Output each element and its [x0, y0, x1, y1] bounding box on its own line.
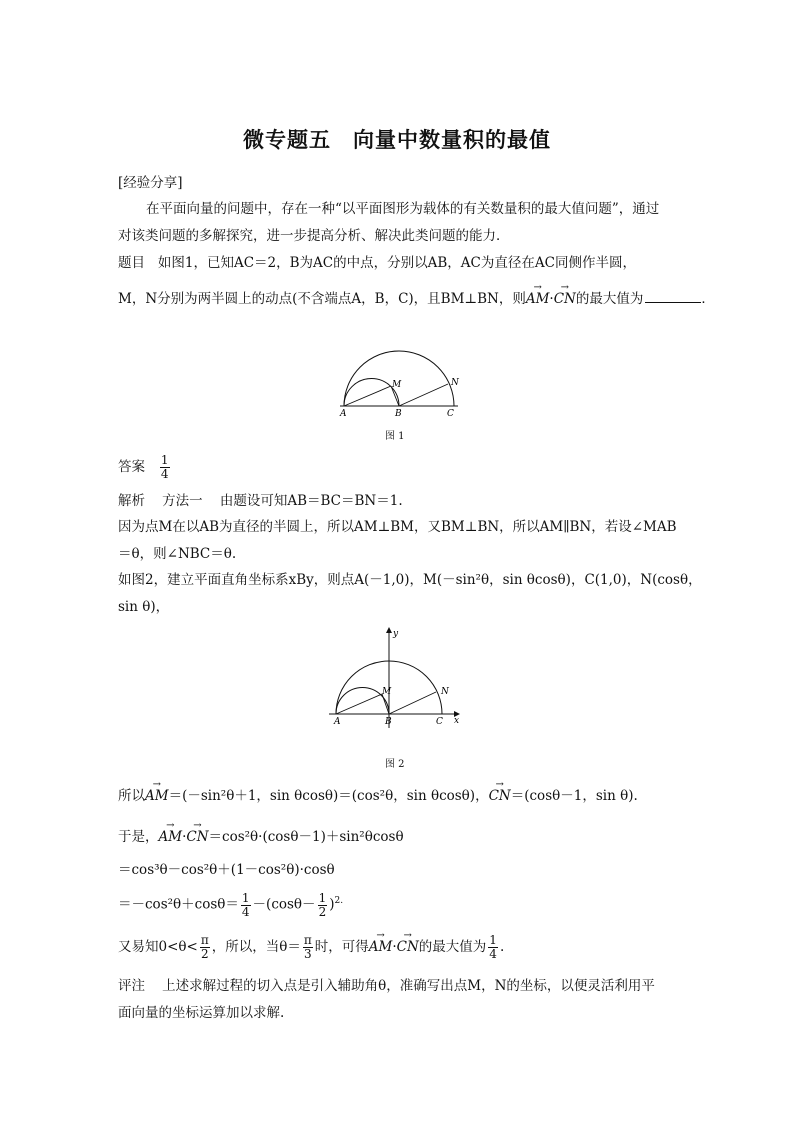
derivation-step-3 [118, 886, 343, 920]
label-y: y [393, 629, 399, 639]
range-c: 时，可得 [314, 939, 369, 955]
problem-text-2b: 的最大值为 [575, 291, 644, 307]
fraction-one-half [318, 892, 328, 919]
answer-den: 4 [160, 467, 169, 481]
vector-am: → AM [369, 932, 393, 962]
step3-c: (cosθ－ [266, 896, 316, 913]
range-d: 的最大值为 [418, 939, 487, 955]
dot-operator: · [392, 939, 397, 955]
label-x: x [454, 716, 460, 726]
vector-cn: → CN [554, 289, 576, 309]
answer-blank [645, 288, 701, 303]
vector-cn: → CN [397, 932, 419, 962]
solution-text-1: 由题设可知AB＝BC＝BN＝1. [219, 493, 403, 509]
so-prefix: 所以 [118, 788, 145, 804]
problem-text-2a: M，N分别为两半圆上的动点(不含端点A，B，C)，且BM⊥BN，则 [118, 291, 526, 307]
comment-label: 评注 [118, 978, 145, 994]
dot-product-line [118, 827, 404, 847]
segment-bm [382, 694, 389, 714]
step3-d: ) [329, 896, 335, 913]
step3-exponent: 2. [334, 896, 344, 906]
figure-1-caption: 图 1 [385, 431, 405, 442]
step3-b: － [252, 896, 267, 913]
vector-expressions-line [118, 786, 638, 806]
frac-num: 1 [489, 933, 497, 947]
answer-line [118, 452, 172, 482]
solution-line-1 [118, 491, 403, 511]
dot-operator: · [549, 291, 554, 307]
label-c: C [447, 409, 454, 419]
section-label: [经验分享] [118, 175, 183, 191]
figure-2 [325, 624, 465, 728]
page-title: 微专题五 向量中数量积的最值 [243, 128, 551, 152]
frac-den: 4 [241, 904, 250, 919]
comment-text-1: 上述求解过程的切入点是引入辅助角θ，准确写出点M，N的坐标，以便灵活利用平 [162, 978, 655, 994]
range-b: ，所以，当θ＝ [211, 939, 301, 955]
frac-num: 1 [318, 890, 327, 905]
vector-am: → AM [526, 289, 550, 309]
vector-am: → AM [145, 786, 169, 806]
label-n: N [451, 378, 459, 388]
segment-am [336, 694, 382, 714]
problem-line-1 [118, 253, 636, 273]
range-line [118, 932, 504, 962]
frac-den: 2 [318, 904, 327, 919]
range-a: 又易知0<θ< [118, 939, 198, 955]
solution-line-3: ＝θ，则∠NBC＝θ. [118, 546, 237, 562]
segment-bn [399, 384, 448, 406]
frac-num: π [303, 933, 312, 947]
derivation-step-2: ＝cos³θ－cos²θ＋(1－cos²θ)·cosθ [118, 862, 335, 878]
segment-bn [389, 692, 436, 714]
dot-expression: ＝cos²θ·(cosθ－1)＋sin²θcosθ [208, 829, 404, 845]
frac-den: 4 [489, 947, 497, 961]
label-m: M [392, 380, 402, 390]
fraction-result [488, 934, 498, 961]
answer-fraction [160, 454, 170, 481]
label-c: C [436, 717, 443, 727]
solution-method: 方法一 [162, 493, 203, 509]
vector-am: → AM [159, 827, 183, 847]
figure-1 [335, 350, 465, 422]
label-a: A [340, 409, 347, 419]
frac-den: 2 [200, 947, 209, 961]
am-expression: ＝(－sin²θ＋1，sin θcosθ)＝(cos²θ，sin θcosθ)， [168, 788, 489, 804]
frac-den: 3 [304, 947, 312, 961]
intro-line-2: 对该类问题的多解探究，进一步提高分析、解决此类问题的能力． [118, 228, 510, 244]
problem-text-end: ． [701, 291, 715, 307]
frac-num: π [200, 933, 209, 947]
range-end: . [499, 939, 505, 955]
vector-cn: → CN [489, 786, 511, 806]
comment-line-2: 面向量的坐标运算加以求解. [118, 1005, 285, 1021]
label-m: M [382, 687, 392, 697]
fraction-one-fourth [241, 892, 251, 919]
dot-operator: · [182, 829, 187, 845]
vector-cn: → CN [186, 827, 208, 847]
problem-line-2 [118, 288, 715, 309]
step3-a: ＝－cos²θ＋cosθ＝ [118, 896, 239, 913]
large-semicircle [344, 351, 454, 406]
frac-num: 1 [241, 890, 250, 905]
answer-num: 1 [160, 453, 169, 467]
fraction-pi-3 [303, 934, 313, 961]
cn-expression: ＝(cosθ－1，sin θ). [510, 788, 638, 804]
problem-text-1: 如图1，已知AC＝2，B为AC的中点，分别以AB，AC为直径在AC同侧作半圆， [157, 255, 636, 271]
small-semicircle [344, 379, 399, 407]
solution-line-2: 因为点M在以AB为直径的半圆上，所以AM⊥BM，又BM⊥BN，所以AM∥BN，若设∠MAB [118, 519, 677, 535]
fraction-pi-2 [200, 934, 210, 961]
label-n: N [441, 687, 449, 697]
label-b: B [395, 409, 402, 419]
solution-line-4: 如图2，建立平面直角坐标系xBy，则点A(－1,0)，M(－sin²θ，sin θcosθ)，C(1,0)，N(cosθ， [118, 572, 702, 588]
problem-label: 题目 [118, 255, 145, 271]
thus-prefix: 于是， [118, 829, 159, 845]
segment-am [344, 386, 391, 406]
solution-label: 解析 [118, 493, 145, 509]
figure-2-caption: 图 2 [385, 759, 405, 770]
label-b: B [385, 717, 392, 727]
label-a: A [334, 717, 341, 727]
intro-line-1: 在平面向量的问题中，存在一种“以平面图形为载体的有关数量积的最大值问题”，通过 [146, 201, 660, 217]
solution-line-5: sin θ)， [118, 599, 170, 615]
comment-line-1 [118, 976, 655, 996]
answer-label: 答案 [118, 459, 145, 475]
